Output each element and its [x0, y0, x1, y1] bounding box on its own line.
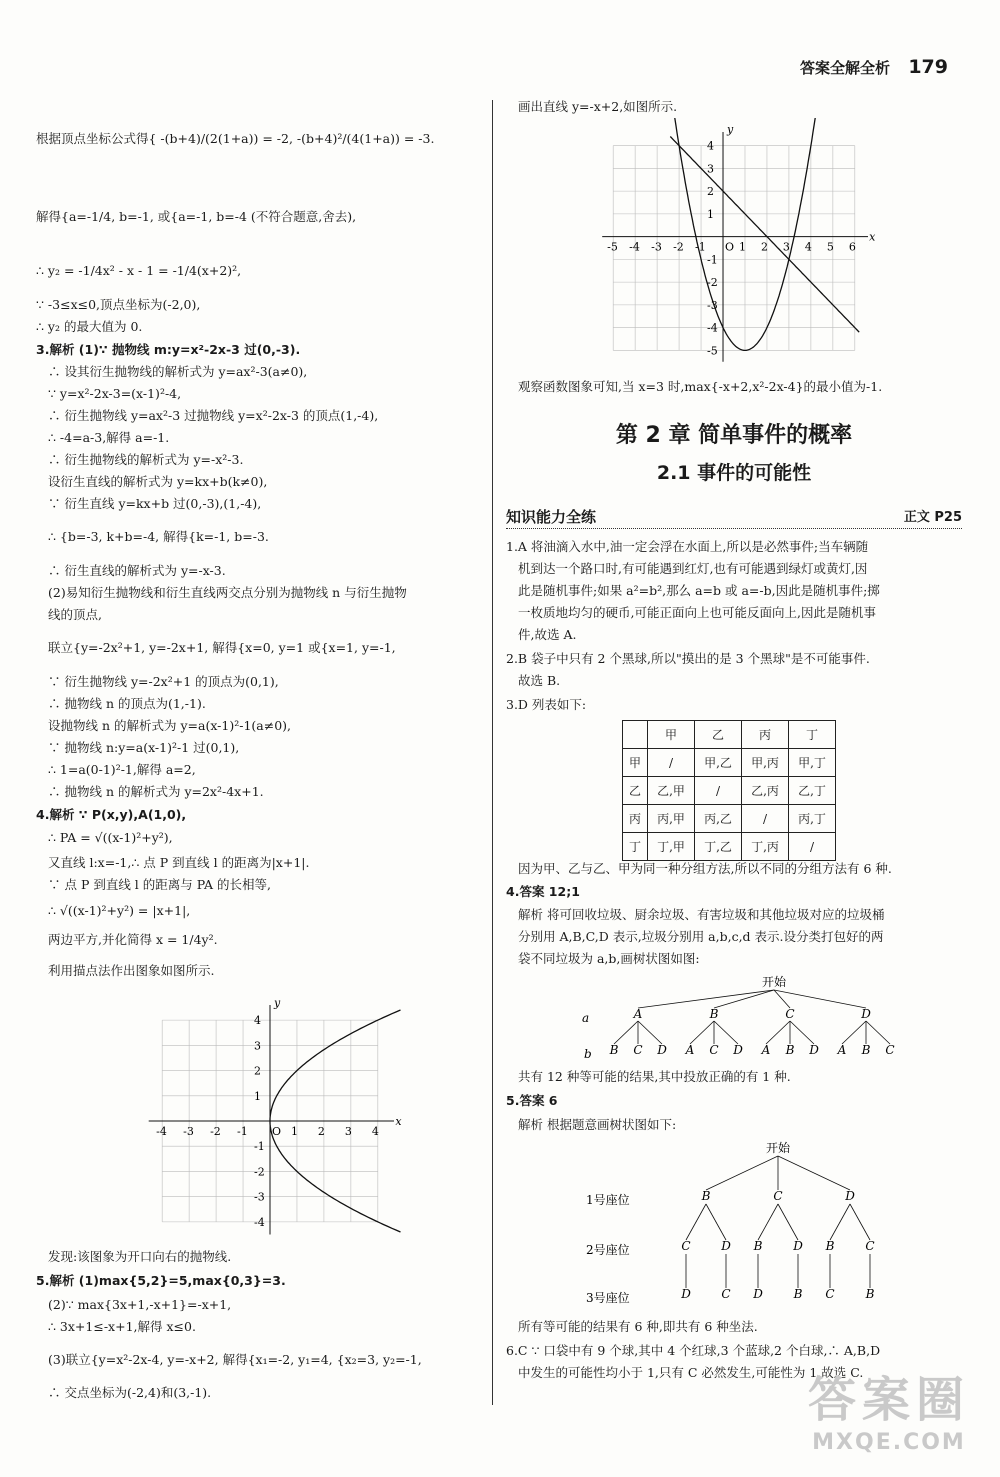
section-title: 2.1 事件的可能性: [656, 462, 812, 484]
tick-label: -2: [210, 1125, 221, 1138]
tick-label: -2: [707, 276, 718, 290]
table-cell: /: [695, 777, 742, 805]
tree-node-b: C: [709, 1043, 719, 1057]
text-line: 此是随机事件;如果 a²=b²,那么 a=b 或 a=-b,因此是随机事件;掷: [518, 583, 880, 598]
tree-branch: [706, 1204, 726, 1240]
table-cell: 丙,甲: [648, 805, 695, 833]
tree-branch: [778, 1204, 798, 1240]
text-line: 6.C ∵ 口袋中有 9 个球,其中 4 个红球,3 个蓝球,2 个白球,∴ A,B,D: [506, 1343, 881, 1358]
text-line: 解得{a=-1/4, b=-1, 或{a=-1, b=-4 (不符合题意,舍去),: [36, 209, 357, 224]
tree-branch: [686, 1204, 706, 1240]
tree-branch: [758, 1204, 778, 1240]
tree-node-2: B: [825, 1239, 835, 1253]
text-line: ∴ 衍生抛物线 y=ax²-3 过抛物线 y=x²-2x-3 的顶点(1,-4),: [48, 408, 379, 423]
tree-root: 开始: [761, 975, 787, 989]
tree-node-b: A: [685, 1043, 695, 1057]
tree-root: 开始: [765, 1141, 791, 1155]
tick-label: 1: [738, 240, 746, 254]
tick-label: 4: [804, 240, 812, 254]
text-line: ∴ 衍生直线的解析式为 y=-x-3.: [48, 563, 226, 578]
text-line: 利用描点法作出图象如图所示.: [48, 963, 215, 978]
tick-label: 3: [782, 240, 790, 254]
table-row: [623, 749, 836, 777]
text-line: 两边平方,并化简得 x = 1/4y².: [48, 932, 218, 947]
tick-label: 3: [254, 1039, 261, 1053]
row-label: 2号座位: [586, 1243, 630, 1257]
tick-label: -3: [254, 1190, 265, 1204]
text-line: ∴ y₂ = -1/4x² - x - 1 = -1/4(x+2)²,: [36, 263, 242, 278]
watermark-url: MXQE.COM: [812, 1430, 966, 1455]
tick-label: 2: [760, 240, 768, 254]
tick-label: -3: [707, 298, 718, 312]
tick-label: -1: [254, 1140, 265, 1154]
tree-node-3: B: [793, 1287, 803, 1301]
row-label: 1号座位: [586, 1193, 630, 1207]
text-line: 又直线 l:x=-1,∴ 点 P 到直线 l 的距离为|x+1|.: [48, 855, 310, 870]
table-cell: 丙,丁: [789, 805, 836, 833]
text-line: ∴ 衍生抛物线的解析式为 y=-x²-3.: [48, 452, 244, 467]
tick-label: 2: [254, 1064, 261, 1078]
table-cell: 丙,乙: [695, 805, 742, 833]
tree-branch: [614, 1021, 638, 1044]
tick-label: -2: [673, 240, 684, 254]
practice-heading: [506, 506, 962, 529]
text-line: 设抛物线 n 的解析式为 y=a(x-1)²-1(a≠0),: [48, 718, 292, 733]
table-cell: 丙: [623, 805, 648, 833]
tick-label: -1: [237, 1125, 248, 1138]
tree-node-2: C: [681, 1239, 691, 1253]
tree-node-b: B: [861, 1043, 871, 1057]
row-label: 3号座位: [586, 1291, 630, 1305]
tree-node-1: B: [701, 1189, 711, 1203]
table-row: [623, 805, 836, 833]
tree-node-3: C: [825, 1287, 835, 1301]
text-line: 件,故选 A.: [518, 627, 577, 642]
tick-label: -1: [707, 253, 718, 267]
table-cell: 乙: [623, 777, 648, 805]
text-line: ∵ 衍生抛物线 y=-2x²+1 的顶点为(0,1),: [48, 674, 279, 689]
table-cell: 丁: [623, 833, 648, 861]
tree-node-b: C: [633, 1043, 643, 1057]
parabola-graph-left: [132, 991, 412, 1251]
tick-label: O: [725, 240, 735, 254]
tick-label: -1: [695, 240, 706, 254]
tree-node-b: A: [837, 1043, 847, 1057]
watermark-text: 答案圈: [807, 1372, 970, 1428]
tick-label: O: [272, 1125, 282, 1138]
text-line: ∴ 3x+1≤-x+1,解得 x≤0.: [48, 1319, 196, 1334]
tree-node-2: C: [865, 1239, 875, 1253]
table-cell: 丁: [789, 721, 836, 749]
table-cell: 甲: [648, 721, 695, 749]
axis-label-x: x: [869, 230, 876, 244]
tree-branch: [706, 1156, 778, 1190]
text-line: ∴ √((x-1)²+y²) = |x+1|,: [48, 903, 191, 918]
table-cell: 甲,乙: [695, 749, 742, 777]
axis-label-y: y: [274, 996, 281, 1010]
text-line: ∴ -4=a-3,解得 a=-1.: [48, 430, 170, 445]
text-line: 袋不同垃圾为 a,b,画树状图如图:: [518, 951, 700, 966]
text-line: 发现:该图象为开口向右的抛物线.: [48, 1249, 232, 1264]
tree-branch: [790, 1021, 814, 1044]
tree-node-b: B: [609, 1043, 619, 1057]
table-cell: 丁,甲: [648, 833, 695, 861]
tree-branch: [766, 1021, 790, 1044]
tree-node-3: B: [865, 1287, 875, 1301]
grouping-table: [622, 720, 836, 861]
tree-node-2: D: [721, 1239, 731, 1253]
tick-label: 6: [848, 240, 856, 254]
table-cell: 乙,丁: [789, 777, 836, 805]
axis-label-y: y: [727, 123, 734, 137]
tick-label: -3: [183, 1125, 194, 1138]
table-cell: 甲,丁: [789, 749, 836, 777]
table-cell: /: [742, 805, 789, 833]
question-4-answer: 4.答案 12;1: [506, 884, 580, 899]
column-divider: [492, 100, 493, 1405]
table-cell: /: [789, 833, 836, 861]
tree-node-b: D: [657, 1043, 667, 1057]
tree-node-3: D: [753, 1287, 763, 1301]
tree-node-b: D: [809, 1043, 819, 1057]
tree-node-1: C: [773, 1189, 783, 1203]
text-line: ∴ 抛物线 n 的解析式为 y=2x²-4x+1.: [48, 784, 264, 799]
table-cell: 丁,丙: [742, 833, 789, 861]
header-title: 答案全解全析: [799, 59, 890, 77]
text-line: ∴ 1=a(0-1)²-1,解得 a=2,: [48, 762, 196, 777]
tree-branch: [690, 1021, 714, 1044]
watermark: [808, 1361, 970, 1455]
text-line: 画出直线 y=-x+2,如图所示.: [518, 99, 678, 114]
tick-label: -5: [607, 240, 618, 254]
tree-branch: [638, 1021, 662, 1044]
tree-branch: [778, 1156, 850, 1190]
table-cell: 乙,丙: [742, 777, 789, 805]
tick-label: -4: [707, 321, 718, 335]
tick-label: -4: [156, 1125, 167, 1138]
tree-branch: [714, 990, 774, 1008]
text-line: 观察函数图象可知,当 x=3 时,max{-x+2,x²-2x-4}的最小值为-1.: [518, 379, 883, 394]
table-cell: [623, 721, 648, 749]
tick-label: -4: [629, 240, 640, 254]
function-graph-right: [586, 118, 886, 378]
tree-node-b: A: [761, 1043, 771, 1057]
text-line: 2.B 袋子中只有 2 个黑球,所以"摸出的是 3 个黑球"是不可能事件.: [506, 651, 870, 666]
text-line: ∵ -3≤x≤0,顶点坐标为(-2,0),: [36, 297, 201, 312]
tick-label: 3: [707, 162, 715, 176]
tree-node-b: C: [885, 1043, 895, 1057]
tree-node-a: B: [709, 1007, 719, 1021]
practice-title: 知识能力全练: [506, 508, 597, 526]
text-line: ∴ PA = √((x-1)²+y²),: [48, 830, 173, 845]
tree-node-b: D: [733, 1043, 743, 1057]
tick-label: -4: [254, 1215, 265, 1229]
table-cell: 丁,乙: [695, 833, 742, 861]
tree-node-2: D: [793, 1239, 803, 1253]
text-line: ∵ y=x²-2x-3=(x-1)²-4,: [48, 386, 182, 401]
tick-label: 4: [371, 1125, 379, 1138]
tree-diagram-2: [566, 1138, 966, 1314]
question-4-head: 4.解析 ∵ P(x,y),A(1,0),: [36, 807, 187, 822]
text-line: 共有 12 种等可能的结果,其中投放正确的有 1 种.: [518, 1069, 791, 1084]
tree-node-3: C: [721, 1287, 731, 1301]
tree-branch: [850, 1204, 870, 1240]
text-line: ∵ 抛物线 n:y=a(x-1)²-1 过(0,1),: [48, 740, 240, 755]
text-line: 联立{y=-2x²+1, y=-2x+1, 解得{x=0, y=1 或{x=1, y=-1,: [48, 640, 396, 655]
line-curve: [670, 137, 859, 333]
text-line: 线的顶点,: [48, 607, 102, 622]
text-line: ∴ 交点坐标为(-2,4)和(3,-1).: [48, 1385, 212, 1400]
tick-label: -3: [651, 240, 662, 254]
question-5-answer: 5.答案 6: [506, 1093, 558, 1108]
table-cell: 乙: [695, 721, 742, 749]
text-line: 1.A 将油滴入水中,油一定会浮在水面上,所以是必然事件;当车辆随: [506, 539, 869, 554]
text-line: 3.D 列表如下:: [506, 697, 587, 712]
axis-label-x: x: [395, 1115, 402, 1128]
text-line: 分别用 A,B,C,D 表示,垃圾分别用 a,b,c,d 表示.设分类打包好的两: [518, 929, 884, 944]
table-cell: 乙,甲: [648, 777, 695, 805]
text-line: ∴ 抛物线 n 的顶点为(1,-1).: [48, 696, 206, 711]
chapter-title: 第 2 章 简单事件的概率: [615, 423, 853, 448]
text-line: (2)易知衍生抛物线和衍生直线两交点分别为抛物线 n 与衍生抛物: [48, 585, 407, 600]
tree-branch: [842, 1021, 866, 1044]
tick-label: 5: [826, 240, 834, 254]
text-line: (2)∵ max{3x+1,-x+1}=-x+1,: [48, 1297, 232, 1312]
text-line: 解析 根据题意画树状图如下:: [518, 1117, 677, 1132]
tick-label: 2: [317, 1125, 325, 1138]
tick-label: 4: [707, 139, 715, 153]
table-cell: /: [648, 749, 695, 777]
tree-node-2: B: [753, 1239, 763, 1253]
page-header: [800, 56, 948, 78]
text-line: 中发生的可能性均小于 1,只有 C 必然发生,可能性为 1,故选 C.: [518, 1365, 864, 1380]
tick-label: -2: [254, 1165, 265, 1179]
text-line: 所有等可能的结果有 6 种,即共有 6 种坐法.: [518, 1319, 758, 1334]
text-line: 根据顶点坐标公式得{ -(b+4)/(2(1+a)) = -2, -(b+4)²/(4(1+a)) = -3.: [36, 131, 435, 146]
text-line: 解析 将可回收垃圾、厨余垃圾、有害垃圾和其他垃圾对应的垃圾桶: [518, 907, 885, 922]
text-line: 设衍生直线的解析式为 y=kx+b(k≠0),: [48, 474, 268, 489]
tree-branch: [714, 1021, 738, 1044]
question-3-head: 3.解析 (1)∵ 抛物线 m:y=x²-2x-3 过(0,-3).: [36, 342, 301, 357]
tick-label: 4: [254, 1014, 261, 1028]
table-cell: 丙: [742, 721, 789, 749]
tick-label: 2: [707, 185, 715, 199]
tree-diagram-1: [526, 972, 946, 1062]
text-line: 机到达一个路口时,有可能遇到红灯,也有可能遇到绿灯或黄灯,因: [518, 561, 868, 576]
table-cell: 甲,丙: [742, 749, 789, 777]
table-header-row: [623, 721, 836, 749]
tree-node-1: D: [845, 1189, 855, 1203]
tree-node-b: B: [785, 1043, 795, 1057]
tick-label: 3: [344, 1125, 352, 1138]
tick-label: 1: [254, 1089, 261, 1103]
tree-node-3: D: [681, 1287, 691, 1301]
tree-branch: [866, 1021, 890, 1044]
tree-node-a: C: [785, 1007, 795, 1021]
tree-node-a: A: [633, 1007, 643, 1021]
tree-node-a: D: [861, 1007, 871, 1021]
tree-branch: [830, 1204, 850, 1240]
practice-ref: 正文 P25: [903, 510, 962, 525]
text-line: ∵ 衍生直线 y=kx+b 过(0,-3),(1,-4),: [48, 496, 262, 511]
tree-branch: [638, 990, 774, 1008]
tick-label: 1: [290, 1125, 298, 1138]
page-number: 179: [908, 56, 948, 78]
text-line: ∴ {b=-3, k+b=-4, 解得{k=-1, b=-3.: [48, 529, 269, 544]
table-row: [623, 833, 836, 861]
tick-label: 1: [707, 207, 715, 221]
tick-label: -5: [707, 344, 718, 358]
table-cell: 甲: [623, 749, 648, 777]
level-label-b: b: [584, 1047, 592, 1061]
level-label-a: a: [582, 1011, 590, 1025]
text-line: ∴ y₂ 的最大值为 0.: [36, 319, 143, 334]
text-line: 一枚质地均匀的硬币,可能正面向上也可能反面向上,因此是随机事: [518, 605, 876, 620]
text-line: 因为甲、乙与乙、甲为同一种分组方法,所以不同的分组方法有 6 种.: [518, 861, 892, 876]
text-line: 故选 B.: [518, 673, 561, 688]
text-line: ∴ 设其衍生抛物线的解析式为 y=ax²-3(a≠0),: [48, 364, 308, 379]
text-line: (3)联立{y=x²-2x-4, y=-x+2, 解得{x₁=-2, y₁=4, {x₂=3, y₂=-1,: [48, 1352, 422, 1367]
question-5-head: 5.解析 (1)max{5,2}=5,max{0,3}=3.: [36, 1273, 286, 1288]
text-line: ∵ 点 P 到直线 l 的距离与 PA 的长相等,: [48, 877, 271, 892]
table-row: [623, 777, 836, 805]
